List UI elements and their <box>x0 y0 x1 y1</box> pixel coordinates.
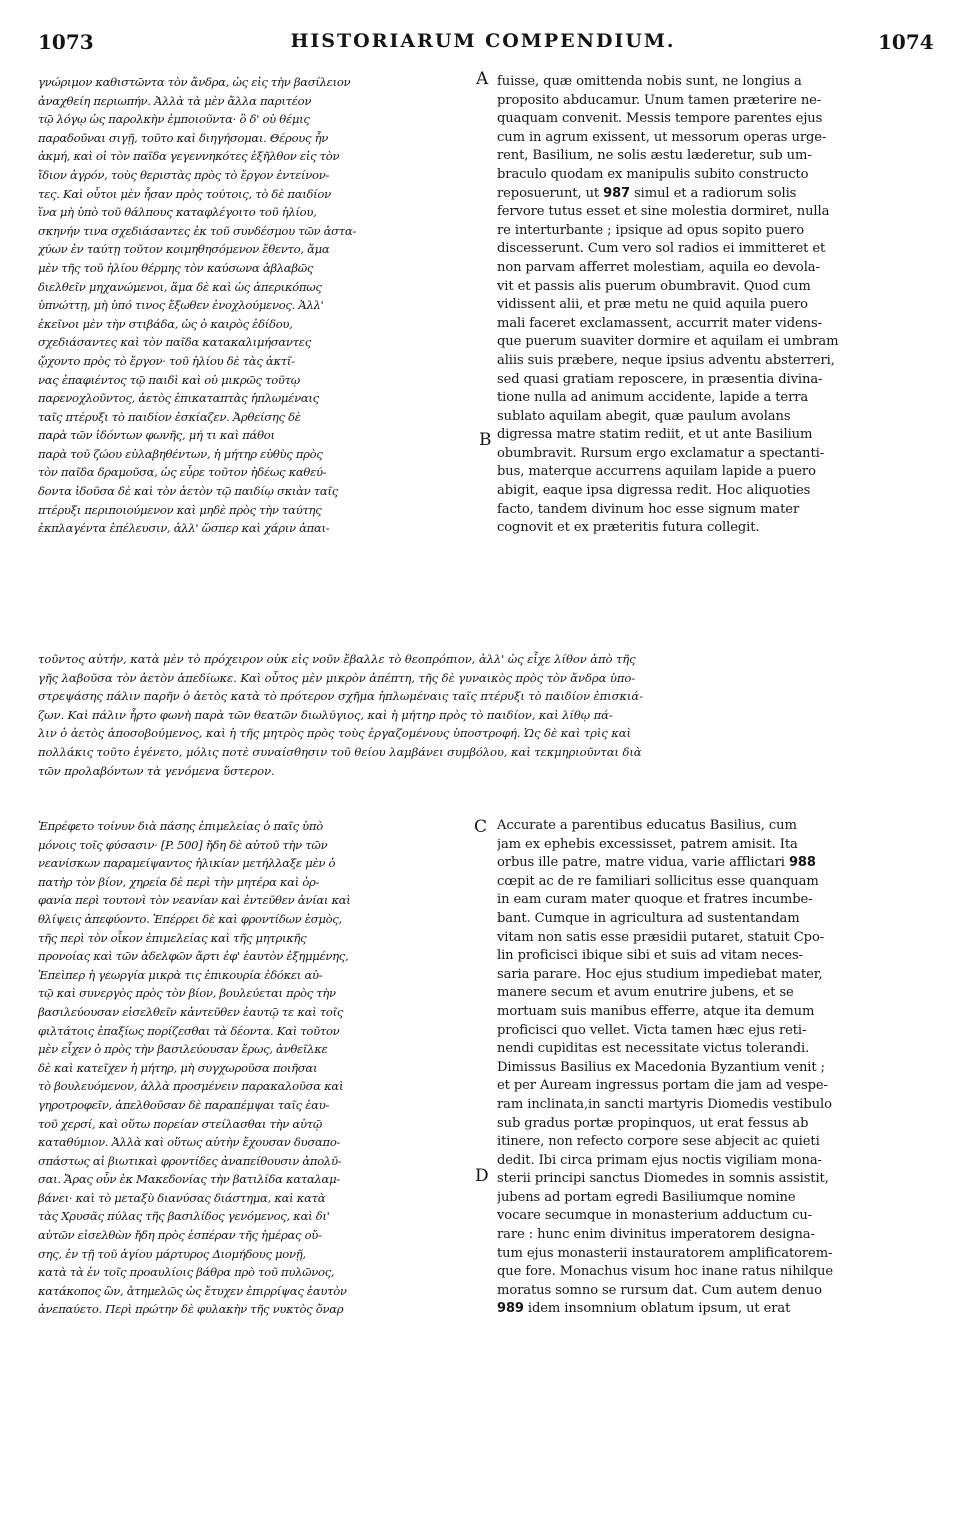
margin-letter-a: A <box>476 69 489 89</box>
greek-line: φανία περὶ τουτονὶ τὸν νεανίαν καὶ ἐντεῦθεν ἀνίαι καὶ <box>38 893 351 908</box>
greek-line: παρὰ τοῦ ζώου εὐλαβηθέντων, ἡ μήτηρ εὐθὺς πρὸς <box>38 446 323 461</box>
greek-line: τῆς περὶ τὸν οἶκον ἐπιμελείας καὶ τῆς μητρικῆς <box>38 930 307 945</box>
greek-line: τῶν προλαβόντων τὰ γενόμενα ὕστερον. <box>38 763 275 778</box>
latin-line: lin proficisci ibique sibi et suis ad vitam neces- <box>497 948 803 964</box>
latin-line: vitam non satis esse præsidii putaret, statuit Cpo- <box>497 929 825 945</box>
latin-line: braculo quodam ex manipulis subito constructo <box>497 166 809 182</box>
latin-line: tum ejus monasterii instauratorem amplificatorem- <box>497 1245 833 1261</box>
greek-line: χύων ἐν ταύτῃ τοῦτον κοιμηθησόμενον ἔθεντο, ἅμα <box>38 242 330 257</box>
latin-line: quaquam convenit. Messis tempore parentes ejus <box>497 111 823 127</box>
marginal-number-988: 988 <box>788 855 816 871</box>
latin-line: vit et passis alis puerum obumbravit. Quod cum <box>497 278 811 294</box>
latin-line-with-number <box>497 854 934 873</box>
latin-line: sublato aquilam abegit, quæ paulum avolans <box>497 408 791 424</box>
greek-line: προνοίας καὶ τῶν ἀδελφῶν ἄρτι ἐφ' ἑαυτὸν ἐξημμένης, <box>38 949 349 964</box>
latin-line: manere secum et avum enutrire jubens, et se <box>497 985 794 1001</box>
greek-line: τὸν παῖδα δραμοῦσα, ὡς εὗρε τοῦτον ἡδέως καθεύ- <box>38 465 327 480</box>
greek-line: πατὴρ τὸν βίον, χηρεία δὲ περὶ τὴν μητέρα καὶ ὀρ- <box>38 874 320 889</box>
greek-line: Ἐπρέφετο τοίνυν διὰ πάσης ἐπιμελείας ὁ παῖς ὑπὸ <box>38 819 323 833</box>
latin-line: sub gradus portæ propinquos, ut erat fessus ab <box>497 1115 809 1131</box>
greek-line: τες. Καὶ οὗτοι μὲν ἦσαν πρὸς τούτοις, τὸ δὲ παιδίον <box>38 186 331 201</box>
greek-line: ζων. Καὶ πάλιν ἦρτο φωνὴ παρὰ τῶν θεατῶν διωλύγιος, καὶ ἡ μήτηρ πρὸς τὸ παιδίον, καὶ λίθῳ πά- <box>38 707 613 722</box>
greek-line: Ἐπεὶπερ ἡ γεωργία μικρὰ τις ἐπικουρία ἐδόκει αὐ- <box>38 967 323 982</box>
latin-line: sed quasi gratiam reposcere, in præsentia divina- <box>497 371 823 387</box>
greek-line: ἐκπλαγέντα ἐπέλευσιν, ἀλλ' ὥσπερ καὶ χάριν ἀπαι- <box>38 521 330 536</box>
greek-line: μὲν εἶχεν ὁ πρὸς τὴν βασιλεύουσαν ἔρως, ἀνθεῖλκε <box>38 1042 328 1057</box>
latin-line: ram inclinata,in sancti martyris Diomedis vestibulo <box>497 1096 832 1112</box>
latin-line-start: orbus ille patre, matre vidua, varie afflictari <box>497 855 789 871</box>
latin-line: que fore. Monachus visum hoc inane ratus nihilque <box>497 1264 834 1280</box>
latin-line: sterii principi sanctus Diomedes in somnis assistit, <box>497 1171 829 1187</box>
greek-line: φιλτάτοις ἐπαξίως πορίζεσθαι τὰ δέοντα. Καὶ τοῦτον <box>38 1023 340 1038</box>
latin-line-with-number <box>497 185 934 204</box>
greek-column-top <box>38 73 472 649</box>
greek-line: θλίψεις ἀπεφύοντο. Ἐπέρρει δὲ καὶ φροντίδων ἑσμὸς, <box>38 911 342 926</box>
latin-line: que puerum suaviter dormire et aquilam ei umbram <box>497 334 839 350</box>
greek-line: πολλάκις τοῦτο ἐγένετο, μόλις ποτὲ συναίσθησιν τοῦ θείου λαμβάνει συμβόλου, καὶ τεκμηριοῦνται διὰ <box>38 744 642 759</box>
page-number-right: 1074 <box>878 30 934 54</box>
greek-line: παρὰ τῶν ἰδόντων φωνῆς, μή τι καὶ πάθοι <box>38 428 275 443</box>
greek-line: τὰς Χρυσᾶς πύλας τῆς βασιλίδος γενόμενος, καὶ δι' <box>38 1209 330 1224</box>
latin-line: in eam curam mater quoque et fratres incumbe- <box>497 892 813 908</box>
latin-line: moratus somno se rursum dat. Cum autem denuo <box>497 1282 822 1298</box>
greek-line: ἐκεῖνοι μὲν τὴν στιβάδα, ὡς ὁ καιρὸς ἐδίδου, <box>38 316 293 331</box>
greek-line: κατὰ τὰ ἐν τοῖς προαυλίοις βάθρα πρὸ τοῦ πυλῶνος, <box>38 1265 335 1280</box>
greek-line: μόνοις τοῖς φύσασιν· [P. 500] ἤδη δὲ αὐτοῦ τὴν τῶν <box>38 837 328 852</box>
greek-line: στρεψάσης πάλιν παρῆν ὁ ἀετὸς κατὰ τὸ πρότερον σχῆμα ἡπλωμέναις ταῖς πτέρυξι τὸ παιδίον ἐπισκιά- <box>38 689 643 704</box>
greek-line: ᾤχοντο πρὸς τὸ ἔργον· τοῦ ἡλίου δὲ τὰς ἀκτῖ- <box>38 353 295 368</box>
latin-line: jam ex ephebis excessisset, patrem amisit. Ita <box>497 836 798 852</box>
greek-line: ὑπνώττῃ, μὴ ὑπό τινος ἔξωθεν ἐνοχλούμενος. Ἀλλ' <box>38 298 324 313</box>
greek-line: γηροτροφεῖν, ἀπελθοῦσαν δὲ παραπέμψαι ταῖς ἑαυ- <box>38 1097 330 1112</box>
greek-line: ἀναχθείη περιωπήν. Ἀλλὰ τὰ μὲν ἄλλα παριτέον <box>38 93 312 108</box>
latin-line: vidissent alii, et præ metu ne quid aquila puero <box>497 297 808 313</box>
greek-line: σχεδιάσαντες καὶ τὸν παῖδα κατακαλιμήσαντες <box>38 335 311 350</box>
latin-line: facto, tandem divinum hoc esse signum mater <box>497 501 800 517</box>
latin-line: tione nulla ad animum accidente, lapide a terra <box>497 390 809 406</box>
latin-line: jubens ad portam egredi Basiliumque nomine <box>497 1189 796 1205</box>
greek-line: ἀκμή, καὶ οἱ τὸν παῖδα γεγεννηκότες ἐξῆλθον εἰς τὸν <box>38 149 340 164</box>
greek-line: ἵνα μὴ ὑπὸ τοῦ θάλπους καταφλέγοιτο τοῦ ἡλίου, <box>38 205 317 220</box>
greek-line: ἀνεπαύετο. Περὶ πρώτην δὲ φυλακὴν τῆς νυκτὸς ὄναρ <box>38 1302 344 1317</box>
latin-line: saria parare. Hoc ejus studium impediebat mater, <box>497 966 823 982</box>
running-title: HISTORIARUM COMPENDIUM. <box>290 30 676 52</box>
latin-line: cum in agrum exissent, ut messorum operas urge- <box>497 129 827 145</box>
latin-line: et per Auream ingressus portam die jam ad vespe- <box>497 1078 828 1094</box>
latin-line-end: simul et a radiorum solis <box>630 185 797 201</box>
greek-line: νεανίσκων παραμείψαντος ἡλικίαν μετήλλαξε μὲν ὁ <box>38 856 336 871</box>
greek-column-bottom <box>38 817 472 1510</box>
greek-line: τῷ λόγῳ ὡς παρολκὴν ἐμποιοῦντα· ὃ δ' οὐ θέμις <box>38 112 310 127</box>
greek-line: τὸ βουλευόμενον, ἀλλὰ προσμένειν παρακαλοῦσα καὶ <box>38 1079 344 1094</box>
latin-column-bottom <box>497 817 934 1510</box>
greek-line: δὲ καὶ κατεῖχεν ἡ μήτηρ, μὴ συγχωροῦσα ποιῆσαι <box>38 1060 318 1075</box>
greek-line: γνώριμον καθιστῶντα τὸν ἄνδρα, ὡς εἰς τὴν βασίλειον <box>38 75 351 89</box>
greek-line: γῆς λαβοῦσα τὸν ἀετὸν ἀπεδίωκε. Καὶ οὗτος μὲν μικρὸν ἀπέπτη, τῆς δὲ γυναικὸς πρὸς τὸν ἄνδρα ὑπο- <box>38 670 636 685</box>
latin-line-end: idem insomnium oblatum ipsum, ut erat <box>523 1301 791 1317</box>
greek-line: καταθύμιον. Ἀλλὰ καὶ οὕτως αὐτὴν ἔχουσαν δυσαπο- <box>38 1135 341 1150</box>
margin-letter-d: D <box>475 1166 489 1186</box>
greek-line: σαι. Ἄρας οὖν ἐκ Μακεδονίας τὴν βατιλίδα καταλαμ- <box>38 1172 340 1187</box>
greek-line: ἴδιον ἀγρόν, τοὺς θεριστὰς πρὸς τὸ ἔργον ἐντείνον- <box>38 167 330 182</box>
greek-line: λιν ὁ ἀετὸς ἀποσοβούμενος, καὶ ἡ τῆς μητρὸς πρὸς τοὺς ἐργαζομένους ὑποστροφή. Ὡς δὲ καὶ τρὶς καὶ <box>38 726 631 741</box>
latin-line-start: reposuerunt, ut <box>497 185 600 201</box>
latin-line: bant. Cumque in agricultura ad sustentandam <box>497 910 800 926</box>
greek-line: τοῦντος αὐτήν, κατὰ μὲν τὸ πρόχειρον οὐκ εἰς νοῦν ἔβαλλε τὸ θεοπρόπιον, ἀλλ' ὡς εἶχε λίθον ἀπὸ τῆς <box>38 652 636 666</box>
latin-line: rent, Basilium, ne solis æstu læderetur, sub um- <box>497 148 812 164</box>
margin-letter-b: B <box>479 430 492 450</box>
page-number-left: 1073 <box>38 30 94 54</box>
latin-line: dedit. Ibi circa primam ejus noctis vigiliam mona- <box>497 1152 822 1168</box>
latin-line: abigit, eaque ipsa digressa redit. Hoc aliquoties <box>497 483 811 499</box>
latin-line: non parvam afferret molestiam, aquila eo devola- <box>497 259 820 275</box>
latin-line: proficisci quo vellet. Victa tamen hæc ejus reti- <box>497 1022 807 1038</box>
latin-line: re interturbante ; ipsique ad opus sopito puero <box>497 222 804 238</box>
latin-line: fuisse, quæ omittenda nobis sunt, ne longius a <box>497 74 802 89</box>
latin-line: cœpit ac de re familiari sollicitus esse quanquam <box>497 873 819 889</box>
latin-line: mortuam suis manibus efferre, atque ita demum <box>497 1003 815 1019</box>
greek-line: τῷ καὶ συνεργὸς πρὸς τὸν βίον, βουλεύεται πρὸς τὴν <box>38 986 336 1001</box>
latin-line: itinere, non refecto corpore sese abjecit ac quieti <box>497 1134 820 1150</box>
greek-line: παραδοῦναι σιγῇ, τοῦτο καὶ διηγήσομαι. Θέρους ἦν <box>38 130 328 145</box>
greek-line: αὐτῶν εἰσελθὼν ἤδη πρὸς ἑσπέραν τῆς ἡμέρας οὔ- <box>38 1228 322 1243</box>
greek-line: σης, ἐν τῇ τοῦ ἁγίου μάρτυρος Διομήδους μονῇ, <box>38 1246 306 1261</box>
marginal-number-989: 989 <box>497 1301 524 1317</box>
greek-line: παρενοχλοῦντος, ἀετὸς ἐπικαταπτὰς ἡπλωμέναις <box>38 391 319 406</box>
margin-letter-c: C <box>474 817 488 837</box>
latin-line: cognovit et ex præteritis futura collegit. <box>497 520 760 536</box>
greek-line: τοῦ χερσί, καὶ οὕτω πορείαν στείλασθαι τὴν αὐτῷ <box>38 1116 322 1131</box>
latin-line: mali faceret exclamassent, accurrit mater videns- <box>497 315 822 331</box>
greek-full-width-paragraph <box>38 650 934 800</box>
latin-line: aliis suis præbere, neque ipsius adventu absterreri, <box>497 352 835 368</box>
greek-line: κατάκοπος ὢν, ἀτημελῶς ὡς ἔτυχεν ἐπιρρίψας ἑαυτὸν <box>38 1283 347 1298</box>
greek-line: δοντα ἰδοῦσα δὲ καὶ τὸν ἀετὸν τῷ παιδίῳ σκιὰν ταῖς <box>38 484 338 499</box>
latin-line: nendi cupiditas est necessitate victus tolerandi. <box>497 1041 810 1057</box>
greek-line: μὲν τῆς τοῦ ἡλίου θέρμης τὸν καύσωνα ἀβλαβῶς <box>38 260 314 275</box>
running-header <box>0 30 966 64</box>
greek-line: σπάστως αἱ βιωτικαὶ φροντίδες ἀναπείθουσιν ἀπολῦ- <box>38 1153 342 1168</box>
greek-line: ταῖς πτέρυξι τὸ παιδίον ἐσκίαζεν. Ἀρθείσης δὲ <box>38 409 301 424</box>
latin-line: Dimissus Basilius ex Macedonia Byzantium venit ; <box>497 1059 825 1075</box>
latin-line: digressa matre statim rediit, et ut ante Basilium <box>497 427 813 443</box>
latin-line-with-number <box>497 1300 934 1319</box>
greek-line: διελθεῖν μηχανώμενοι, ἅμα δὲ καὶ ὡς ἀπερικόπως <box>38 279 322 294</box>
greek-line: βασιλεύουσαν εἰσελθεῖν κἀντεῦθεν ἑαυτῷ τε καὶ τοῖς <box>38 1004 344 1019</box>
greek-line: πτέρυξι περιποιούμενον καὶ μηδὲ πρὸς τὴν ταύτης <box>38 502 322 517</box>
latin-line: obumbravit. Rursum ergo exclamatur a spectanti- <box>497 445 825 461</box>
latin-column-top <box>497 73 934 649</box>
latin-line: vocare secumque in monasterium adductum cu- <box>497 1208 812 1224</box>
marginal-number-987: 987 <box>603 185 630 201</box>
greek-line: νας ἐπαφιέντος τῷ παιδὶ καὶ οὐ μικρῶς τοῦτῳ <box>38 372 300 387</box>
greek-line: σκηνήν τινα σχεδιάσαντες ἐκ τοῦ συνδέσμου τῶν ἀστα- <box>38 223 357 238</box>
latin-line: Accurate a parentibus educatus Basilius, cum <box>497 818 797 833</box>
greek-line: βάνει· καὶ τὸ μεταξὺ διανύσας διάστημα, καὶ κατὰ <box>38 1190 326 1205</box>
latin-line: rare : hunc enim divinitus imperatorem designa- <box>497 1227 815 1243</box>
latin-line: discesserunt. Cum vero sol radios ei immitteret et <box>497 241 826 257</box>
latin-line: fervore tutus esset et sine molestia dormiret, nulla <box>497 204 830 220</box>
latin-line: bus, materque accurrens aquilam lapide a puero <box>497 464 816 480</box>
latin-line: proposito abducamur. Unum tamen præterire ne- <box>497 92 822 108</box>
